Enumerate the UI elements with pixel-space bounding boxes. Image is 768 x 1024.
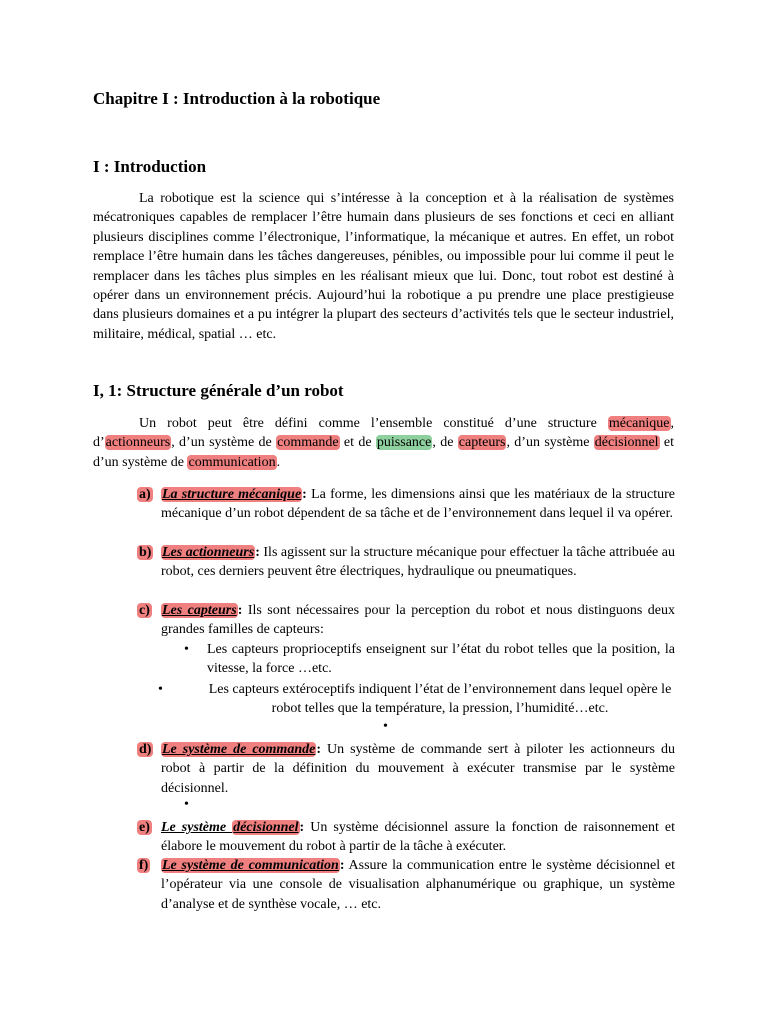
highlight-capteurs: capteurs xyxy=(458,435,506,451)
list-marker: e) xyxy=(139,820,150,835)
list-item-systeme-decisionnel: e) Le système décisionnel: Un système décisionnel assure la fonction de raisonnement et élabore le mouvement du robot à partir de la tâche à exécuter. xyxy=(139,820,675,855)
term-structure-mecanique: La structure mécanique xyxy=(162,487,302,502)
list-item-systeme-communication: f) Le système de communication: Assure la communication entre le système décisionnel et l’opérateur via une console de visualisation alphanumérique ou graphique, un système d’analyse et de synthèse vocale, … etc. xyxy=(139,858,676,912)
term-capteurs: Les capteurs xyxy=(162,603,237,618)
introduction-paragraph: La robotique est la science qui s’intéresse à la conception et à la réalisation de systèmes mécatroniques capables de remplacer l’être humain dans plusieurs de ses fonctions et ceci en alliant plusieurs disciplines comme l’électronique, l’informatique, la mécanique et autres. En effet, un robot remplace l’être humain dans les tâches dangereuses, pénibles, ou impossible pour lui comme il peut le remplacer dans les tâches plus simples en les réalisant mieux que lui. Donc, tout robot est destiné à opérer dans un environnement précis. Aujourd’hui la robotique a pu prendre une place prestigieuse dans plusieurs domaines et a pu intégrer la plupart des secteurs d’activités tels que le secteur industriel, militaire, médical, spatial … etc. xyxy=(93,191,674,342)
list-item-structure-mecanique: a) La structure mécanique: La forme, les dimensions ainsi que les matériaux de la structure mécanique d’un robot dépendent de sa tâche et de l’environnement dans lequel il va opérer. xyxy=(139,487,675,522)
list-marker: b) xyxy=(139,545,152,560)
list-marker: d) xyxy=(139,742,152,757)
section-heading-introduction: I : Introduction xyxy=(93,157,207,176)
list-marker: f) xyxy=(139,858,149,873)
structure-intro-paragraph: Un robot peut être défini comme l’ensemble constitué d’une structure mécanique, d’actionneurs, d’un système de commande et de puissance, de capteurs, d’un système décisionnel et d’un système de communication. xyxy=(93,416,675,470)
highlight-communication: communication xyxy=(188,454,276,470)
term-systeme-decisionnel: décisionnel xyxy=(233,820,299,835)
list-item-capteurs: c) Les capteurs: Ils sont nécessaires pour la perception du robot et nous distinguons deux grandes familles de capteurs: xyxy=(139,603,675,638)
highlight-puissance: puissance xyxy=(376,435,432,451)
bullet-proprioceptifs: • Les capteurs proprioceptifs enseignent sur l’état du robot telles que la position, la vitesse, la force …etc. xyxy=(184,642,675,677)
highlight-mecanique: mécanique xyxy=(608,416,670,431)
list-item-actionneurs: b) Les actionneurs: Ils agissent sur la structure mécanique pour effectuer la tâche attribuée au robot, ces derniers peuvent être électriques, hydraulique ou pneumatiques. xyxy=(139,545,675,580)
list-marker: c) xyxy=(139,603,150,618)
bullet-empty: • xyxy=(383,719,388,734)
term-systeme-commande: Le système de commande xyxy=(162,742,316,757)
term-systeme-communication: Le système de communication xyxy=(162,858,339,873)
highlight-commande: commande xyxy=(277,435,339,451)
list-marker: a) xyxy=(139,487,151,502)
chapter-title: Chapitre I : Introduction à la robotique xyxy=(93,89,381,108)
bullet-empty: • xyxy=(184,797,189,812)
list-item-systeme-commande: d) Le système de commande: Un système de commande sert à piloter les actionneurs du robot à partir de la définition du mouvement à exécuter transmise par le système décisionnel. xyxy=(139,742,676,796)
highlight-decisionnel: décisionnel xyxy=(594,435,659,451)
section-heading-structure: I, 1: Structure générale d’un robot xyxy=(93,381,344,400)
bullet-exteroceptifs: • Les capteurs extéroceptifs indiquent l’état de l’environnement dans lequel opère le robot telles que la température, la pression, l’humidité…etc. xyxy=(158,682,672,717)
term-actionneurs: Les actionneurs xyxy=(162,545,255,560)
highlight-actionneurs: actionneurs xyxy=(105,435,171,451)
